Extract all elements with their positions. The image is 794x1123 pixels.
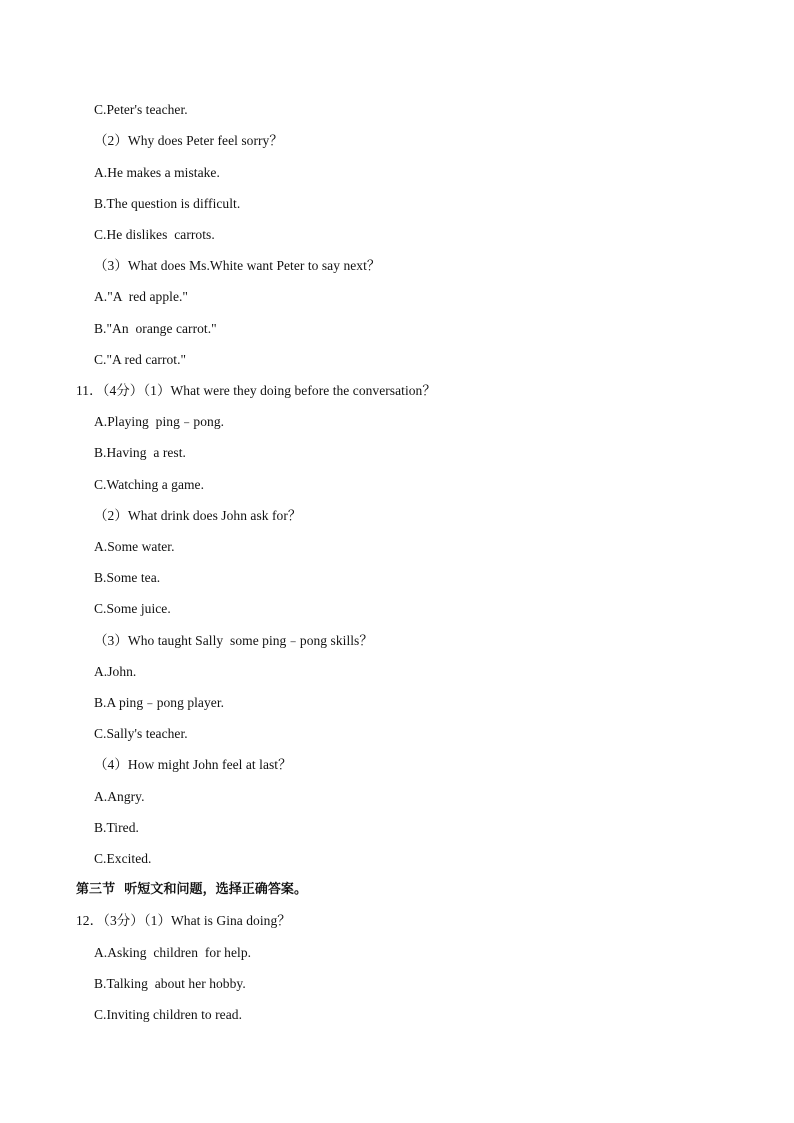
question-12-heading: 12．（3分）（1）What is Gina doing？ — [76, 913, 291, 928]
q11-sub-question-2: （2）What drink does John ask for？ — [94, 508, 302, 523]
q10-2-prev-option-c: C.Peter's teacher. — [94, 102, 188, 117]
q10-sub-question-2: （2）Why does Peter feel sorry？ — [94, 133, 283, 148]
q11-1-option-a: A.Playing ping﹣pong. — [94, 414, 225, 429]
q11-3-option-c: C.Sally's teacher. — [94, 726, 188, 741]
q11-2-option-b: B.Some tea. — [94, 570, 161, 585]
q10-sub-question-3: （3）What does Ms.White want Peter to say next？ — [94, 258, 381, 273]
q10-3-option-c: C."A red carrot." — [94, 352, 187, 367]
q10-3-option-a: A."A red apple." — [94, 289, 188, 304]
q11-1-option-b: B.Having a rest. — [94, 445, 186, 460]
q11-4-option-b: B.Tired. — [94, 820, 139, 835]
q10-2-option-a: A.He makes a mistake. — [94, 165, 220, 180]
section-3-heading: 第三节 听短文和问题，选择正确答案。 — [76, 882, 308, 897]
q11-1-option-c: C.Watching a game. — [94, 477, 205, 492]
q11-sub-question-3: （3）Who taught Sally some ping﹣pong skills？ — [94, 633, 373, 648]
q11-4-option-c: C.Excited. — [94, 851, 152, 866]
q12-1-option-b: B.Talking about her hobby. — [94, 976, 246, 991]
question-11-heading: 11．（4分）（1）What were they doing before the conversation？ — [76, 383, 436, 398]
q10-2-option-c: C.He dislikes carrots. — [94, 227, 215, 242]
q10-2-option-b: B.The question is difficult. — [94, 196, 241, 211]
q10-3-option-b: B."An orange carrot." — [94, 321, 217, 336]
q11-2-option-c: C.Some juice. — [94, 601, 171, 616]
q11-sub-question-4: （4）How might John feel at last？ — [94, 757, 292, 772]
q11-4-option-a: A.Angry. — [94, 789, 145, 804]
q11-3-option-a: A.John. — [94, 664, 137, 679]
q11-3-option-b: B.A ping﹣pong player. — [94, 695, 225, 710]
q12-1-option-c: C.Inviting children to read. — [94, 1007, 242, 1022]
q12-1-option-a: A.Asking children for help. — [94, 945, 252, 960]
q11-2-option-a: A.Some water. — [94, 539, 175, 554]
